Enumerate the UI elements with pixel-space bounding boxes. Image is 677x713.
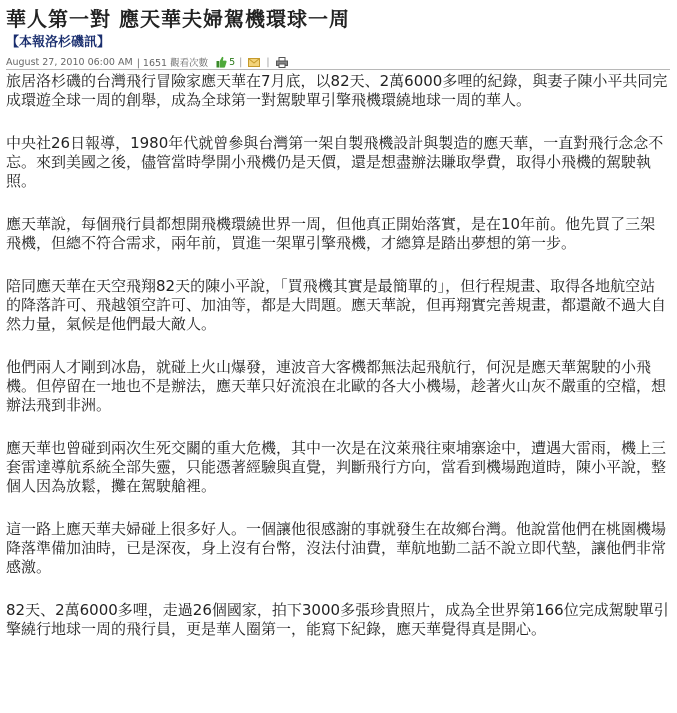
article-paragraph: 應天華說，每個飛行員都想開飛機環繞世界一周，但他真正開始落實，是在10年前。他先買了三架飛機，但總不符合需求，兩年前，買進一架單引擎飛機，才總算是踏出夢想的第一步。: [6, 215, 656, 252]
article-paragraph: 中央社26日報導，1980年代就曾參與台灣第一架自製飛機設計與製造的應天華，一直對飛行念念不忘。來到美國之後，儘管當時學開小飛機仍是天價，還是想盡辦法賺取學費，取得小飛機的駕駛執照。: [6, 134, 664, 190]
print-icon[interactable]: [276, 57, 288, 68]
header-divider: [6, 69, 670, 70]
view-count: | 1651 觀看次數: [136, 58, 209, 69]
article-paragraph: 陪同應天華在天空飛翔82天的陳小平說，「買飛機其實是最簡單的」，但行程規畫、取得各地航空站的降落許可、飛越領空許可、加油等，都是大問題。應天華說，但再翔實完善規畫，都還敵不過大自然力量，氣候是他們最大敵人。: [6, 277, 667, 333]
article-meta-bar: [6, 54, 670, 70]
article-paragraph: 這一路上應天華夫婦碰上很多好人。一個讓他很感謝的事就發生在故鄉台灣。他說當他們在桃園機場降落準備加油時，已是深夜，身上沒有台幣，沒法付油費，華航地勤二話不說立即代墊，讓他們非常感激。: [6, 520, 667, 576]
meta-divider: |: [266, 56, 270, 68]
article-body: [6, 72, 670, 663]
meta-divider: |: [239, 56, 243, 68]
mail-icon[interactable]: [248, 58, 260, 67]
article-paragraph: 82天、2萬6000多哩，走過26個國家，拍下3000多張珍貴照片，成為全世界第166位完成駕駛單引擎繞行地球一周的飛行員，更是華人圈第一，能寫下紀錄，應天華覺得真是開心。: [6, 601, 669, 638]
vote-count: 5: [229, 56, 236, 68]
article-paragraph: 旅居洛杉磯的台灣飛行冒險家應天華在7月底，以82天、2萬6000多哩的紀錄，與妻子陳小平共同完成環遊全球一周的創舉，成為全球第一對駕駛單引擎飛機環繞地球一周的華人。: [6, 72, 668, 109]
article-headline: 華人第一對 應天華夫婦駕機環球一周: [6, 7, 350, 31]
thumbs-up-icon[interactable]: [216, 56, 227, 68]
publish-date: August 27, 2010 06:00 AM: [6, 56, 133, 68]
article-paragraph: 應天華也曾碰到兩次生死交關的重大危機，其中一次是在汶萊飛往柬埔寨途中，遭遇大雷雨，機上三套雷達導航系統全部失靈，只能憑著經驗與直覺，判斷飛行方向，當看到機場跑道時，陳小平說，整個人因為放鬆，攤在駕駛艙裡。: [6, 439, 667, 495]
news-source-label: 【本報洛杉磯訊】: [6, 35, 111, 50]
article-paragraph: 他們兩人才剛到冰島，就碰上火山爆發，連波音大客機都無法起飛航行，何況是應天華駕駛的小飛機。但停留在一地也不是辦法，應天華只好流浪在北歐的各大小機場，趁著火山灰不嚴重的空檔，想辦法飛到非洲。: [6, 358, 667, 414]
